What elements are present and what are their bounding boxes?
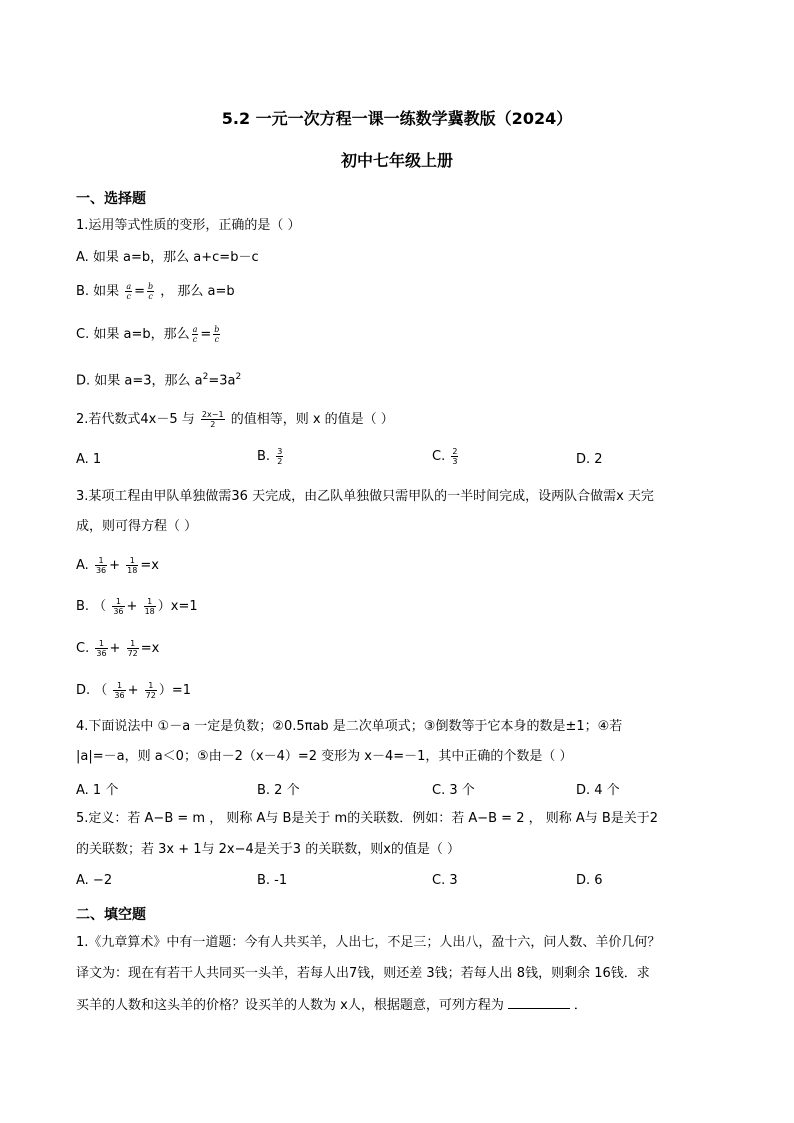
fraction-1-over-18: $\frac{1}{18}$ bbox=[144, 597, 155, 616]
q3-option-b bbox=[76, 597, 198, 616]
q2-c-label: C. bbox=[432, 449, 446, 464]
q3-option-a bbox=[76, 556, 159, 575]
fraction-3-over-2: $\frac{3}{2}$ bbox=[277, 447, 283, 466]
exponent: 2 bbox=[202, 372, 209, 382]
q2-option-c bbox=[432, 447, 460, 466]
q1-b-suffix: ， 那么 a=b bbox=[160, 284, 235, 299]
q1-d-prefix: D. 如果 a=3，那么 a bbox=[76, 373, 203, 389]
q2-option-d: D. 2 bbox=[576, 452, 603, 467]
q3-a-suffix: =x bbox=[140, 558, 159, 573]
fraction-1-over-18: $\frac{1}{18}$ bbox=[127, 556, 138, 575]
q1-option-c: C. 如果 a=b，那么 $\frac{a}{c}$ = $\frac{b}{c}$ bbox=[76, 325, 220, 344]
q3-a-label: A. bbox=[76, 558, 89, 573]
fraction-1-over-36: $\frac{1}{36}$ bbox=[95, 556, 107, 575]
q3-d-suffix: ）=1 bbox=[158, 683, 192, 698]
q2-stem-suffix: 的值相等，则 x 的值是（ ） bbox=[230, 412, 394, 427]
q5-stem-line1: 5.定义：若 A−B = m ， 则称 A与 B是关于 m的关联数．例如：若 A−B = 2 ， 则称 A与 B是关于2 bbox=[76, 811, 659, 826]
exponent: 2 bbox=[235, 372, 242, 382]
fraction-a-over-c: $\frac{a}{c}$ bbox=[192, 325, 198, 344]
fraction-1-over-36: $\frac{1}{36}$ bbox=[96, 639, 107, 658]
q4-stem-line1: 4.下面说法中 ①－a 一定是负数；②0.5πab 是二次单项式；③倒数等于它本身的数是±1；④若 bbox=[76, 719, 623, 734]
q5-option-a: A. −2 bbox=[76, 873, 113, 888]
fill1-line3-prefix: 买羊的人数和这头羊的价格？设买羊的人数为 x人，根据题意，可列方程为 bbox=[76, 998, 504, 1013]
q2-stem-prefix: 2.若代数式4x－5 与 bbox=[76, 412, 195, 427]
fill1-line3 bbox=[76, 997, 587, 1015]
fraction-b-over-c: $\frac{b}{c}$ bbox=[214, 325, 220, 344]
q4-option-b: B. 2 个 bbox=[257, 783, 300, 798]
q5-option-b: B. -1 bbox=[257, 873, 288, 888]
q3-c-label: C. bbox=[76, 641, 90, 656]
q3-stem-line2: 成，则可得方程（ ） bbox=[76, 519, 198, 534]
q2-option-b bbox=[257, 447, 285, 466]
plus-sign: + bbox=[109, 558, 121, 573]
plus-sign: + bbox=[127, 683, 139, 698]
q1-c-prefix: C. 如果 a=b，那么 bbox=[76, 327, 190, 342]
fraction-1-over-36: $\frac{1}{36}$ bbox=[114, 681, 125, 700]
q3-option-d bbox=[76, 681, 191, 700]
fill1-line3-suffix: ． bbox=[573, 998, 587, 1013]
plus-sign: + bbox=[126, 599, 138, 614]
page-subtitle: 初中七年级上册 bbox=[340, 151, 453, 170]
fraction-2x-minus-1-over-2: $\frac{2x-1}{2}$ bbox=[201, 410, 224, 429]
q5-option-c: C. 3 bbox=[432, 873, 458, 888]
fraction-b-over-c: $\frac{b}{c}$ bbox=[148, 282, 154, 301]
fraction-1-over-72: $\frac{1}{72}$ bbox=[145, 681, 156, 700]
q5-option-d: D. 6 bbox=[576, 873, 603, 888]
q1-option-b: B. 如果 $\frac{a}{c}$ = $\frac{b}{c}$ ， 那么 a=b bbox=[76, 282, 235, 301]
q3-option-c bbox=[76, 639, 159, 658]
q2-stem bbox=[76, 410, 394, 429]
fraction-1-over-72: $\frac{1}{72}$ bbox=[127, 639, 138, 658]
fraction-1-over-36: $\frac{1}{36}$ bbox=[113, 597, 124, 616]
section-heading-choice: 一、选择题 bbox=[76, 191, 146, 207]
q3-c-suffix: =x bbox=[140, 641, 160, 656]
q3-stem-line1: 3.某项工程由甲队单独做需36 天完成，由乙队单独做只需甲队的一半时间完成，设两队合做需x 天完 bbox=[76, 489, 654, 504]
q3-b-label: B. （ bbox=[76, 599, 107, 614]
q4-option-d: D. 4 个 bbox=[576, 783, 620, 798]
q2-b-label: B. bbox=[257, 449, 271, 464]
fill1-line2: 译文为：现在有若干人共同买一头羊，若每人出7钱，则还差 3钱；若每人出 8钱，则剩余 16钱．求 bbox=[76, 966, 650, 981]
q1-d-middle: =3a bbox=[208, 373, 236, 389]
q4-stem-line2: |a|=－a，则 a＜0；⑤由－2（x－4）=2 变形为 x－4=－1，其中正确的个数是（ ） bbox=[76, 749, 573, 764]
answer-blank[interactable] bbox=[508, 1008, 570, 1009]
q3-d-label: D. （ bbox=[76, 683, 108, 698]
q1-option-a: A. 如果 a=b，那么 a+c=b－c bbox=[76, 250, 259, 265]
fraction-a-over-c: $\frac{a}{c}$ bbox=[126, 282, 132, 301]
q1-b-prefix: B. 如果 bbox=[76, 284, 120, 299]
fraction-2-over-3: $\frac{2}{3}$ bbox=[452, 447, 458, 466]
q5-stem-line2: 的关联数；若 3x + 1与 2x−4是关于3 的关联数，则x的值是（ ） bbox=[76, 842, 461, 857]
q1-option-d bbox=[76, 368, 241, 390]
q4-option-c: C. 3 个 bbox=[432, 783, 475, 798]
plus-sign: + bbox=[109, 641, 121, 656]
q1-stem: 1.运用等式性质的变形，正确的是（ ） bbox=[76, 218, 301, 233]
q2-option-a: A. 1 bbox=[76, 452, 102, 467]
fill1-line1: 1.《九章算术》中有一道题：今有人共买羊，人出七，不足三；人出八，盈十六，问人数、羊价几何？ bbox=[76, 935, 661, 950]
q3-b-suffix: ）x=1 bbox=[157, 599, 198, 614]
page-title: 5.2 一元一次方程一课一练数学冀教版（2024） bbox=[221, 109, 573, 128]
section-heading-fill: 二、填空题 bbox=[76, 907, 146, 923]
q4-option-a: A. 1 个 bbox=[76, 783, 119, 798]
